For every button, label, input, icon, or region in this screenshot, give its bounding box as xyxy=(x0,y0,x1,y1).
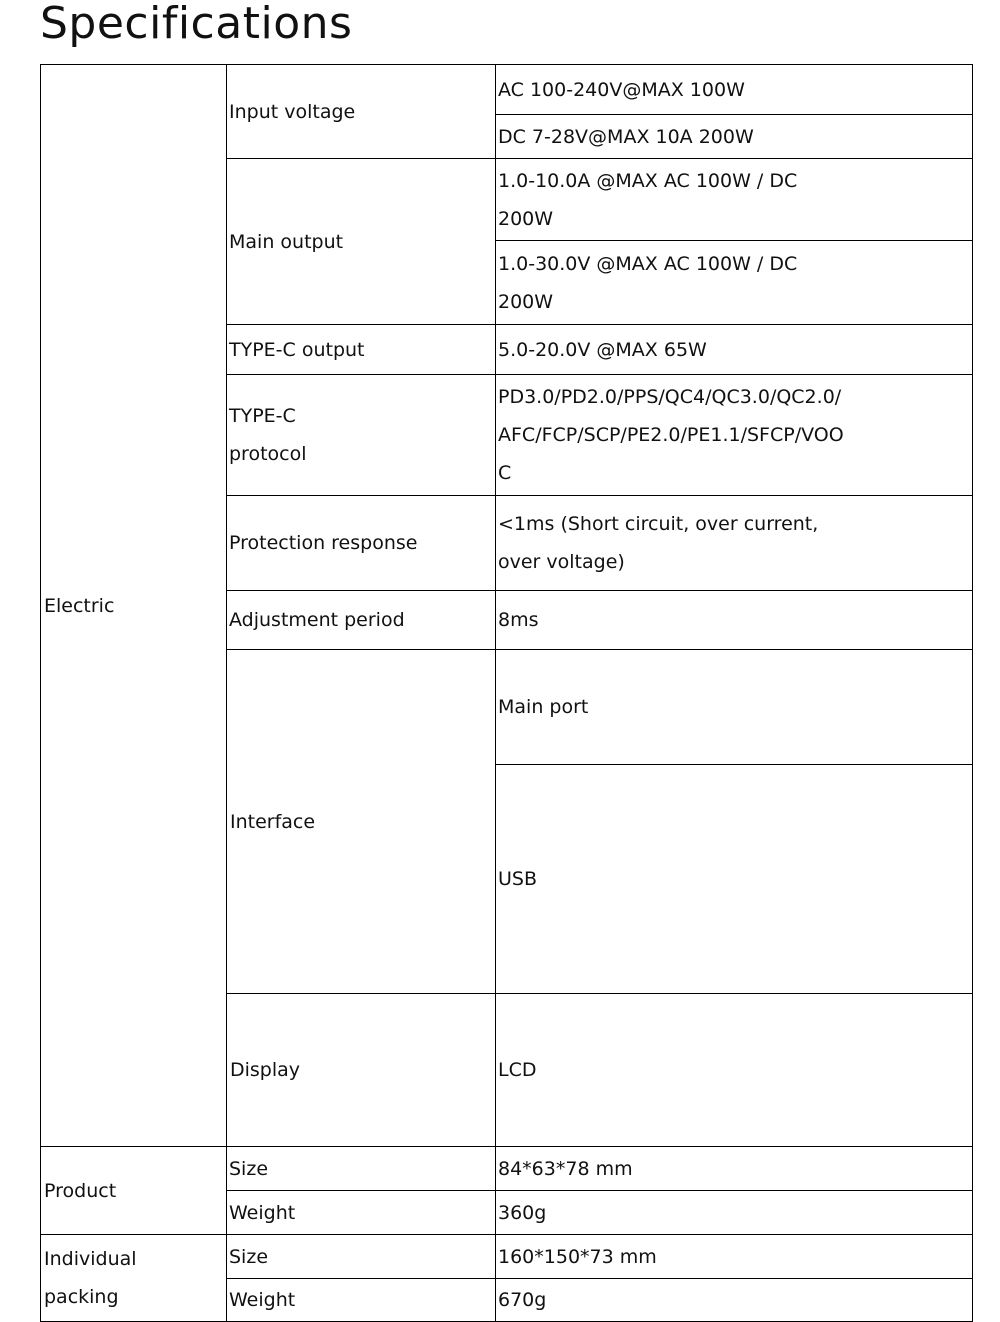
spec-label-packing-weight: Weight xyxy=(227,1279,496,1322)
table-row xyxy=(41,1235,973,1279)
spec-value-main-output-voltage xyxy=(496,241,973,325)
table-row xyxy=(41,65,973,115)
spec-value-line: C xyxy=(498,462,512,484)
category-product: Product xyxy=(41,1147,227,1235)
spec-value-input-ac: AC 100-240V@MAX 100W xyxy=(496,65,973,115)
spec-value-line: <1ms (Short circuit, over current, xyxy=(498,513,819,535)
spec-value-packing-weight: 670g xyxy=(496,1279,973,1322)
spec-value-packing-size: 160*150*73 mm xyxy=(496,1235,973,1279)
spec-value-input-dc: DC 7-28V@MAX 10A 200W xyxy=(496,115,973,159)
spec-value-protection-response xyxy=(496,496,973,591)
spec-label-main-port: Main port xyxy=(496,650,973,765)
spec-label-line: protocol xyxy=(229,443,307,465)
spec-value-line: 200W xyxy=(498,207,554,230)
category-line: Individual xyxy=(44,1248,137,1270)
spec-label-protection-response: Protection response xyxy=(227,496,496,591)
specifications-table xyxy=(40,64,973,1322)
spec-value-main-output-current xyxy=(496,159,973,241)
spec-label-product-weight: Weight xyxy=(227,1191,496,1235)
spec-value-line: 1.0-30.0V @MAX AC 100W / DC xyxy=(498,252,798,275)
spec-value-product-size: 84*63*78 mm xyxy=(496,1147,973,1191)
category-electric: Electric xyxy=(41,65,227,1147)
category-display: Display xyxy=(227,994,496,1147)
spec-label-lcd: LCD xyxy=(496,994,973,1147)
page-title: Specifications xyxy=(40,0,353,49)
spec-value-line: AFC/FCP/SCP/PE2.0/PE1.1/SFCP/VOO xyxy=(498,424,844,446)
spec-label-adjustment-period: Adjustment period xyxy=(227,591,496,650)
spec-label-input-voltage: Input voltage xyxy=(227,65,496,159)
spec-value-typec-protocol xyxy=(496,375,973,496)
spec-value-line: 1.0-10.0A @MAX AC 100W / DC xyxy=(498,169,798,192)
spec-value-typec-output: 5.0-20.0V @MAX 65W xyxy=(496,325,973,375)
category-interface: Interface xyxy=(227,650,496,994)
category-line: packing xyxy=(44,1286,119,1308)
spec-label-typec-protocol xyxy=(227,375,496,496)
spec-value-adjustment-period: 8ms xyxy=(496,591,973,650)
spec-label-typec-output: TYPE-C output xyxy=(227,325,496,375)
spec-label-main-output: Main output xyxy=(227,159,496,325)
spec-value-line: 200W xyxy=(498,290,554,313)
spec-value-product-weight: 360g xyxy=(496,1191,973,1235)
spec-label-product-size: Size xyxy=(227,1147,496,1191)
category-individual-packing xyxy=(41,1235,227,1322)
spec-label-packing-size: Size xyxy=(227,1235,496,1279)
table-row xyxy=(41,1147,973,1191)
spec-label-line: TYPE-C xyxy=(229,405,296,427)
spec-label-usb: USB xyxy=(496,765,973,994)
spec-value-line: PD3.0/PD2.0/PPS/QC4/QC3.0/QC2.0/ xyxy=(498,386,842,408)
spec-value-line: over voltage) xyxy=(498,551,625,573)
